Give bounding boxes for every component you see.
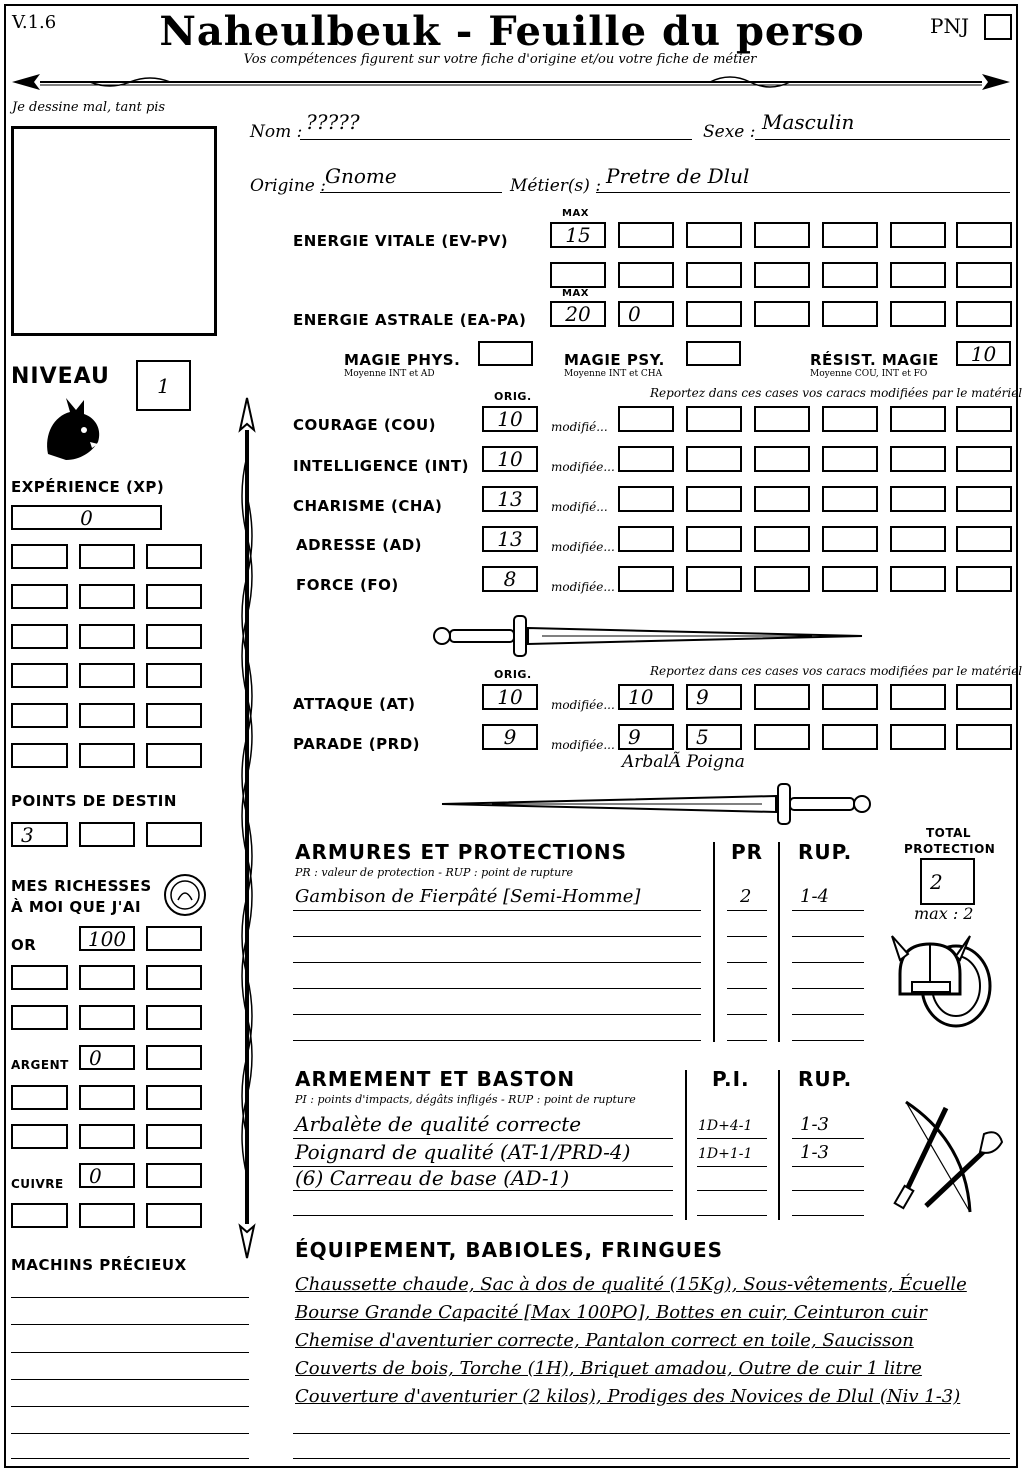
ea-box[interactable] <box>686 301 742 327</box>
xp-grid-box[interactable] <box>146 663 202 688</box>
armures-col-pr: PR <box>731 840 764 864</box>
arme-line <box>293 1138 673 1139</box>
carac-modif-box[interactable] <box>956 566 1012 592</box>
carac-modif-box[interactable] <box>754 486 810 512</box>
cuivre-label: CUIVRE <box>11 1177 64 1191</box>
total-protection-value: 2 <box>930 869 943 894</box>
arme-line <box>792 1190 864 1191</box>
resist-magie-sub: Moyenne COU, INT et FO <box>810 369 928 379</box>
ea-max-value: 20 <box>565 302 591 326</box>
carac-modif-box[interactable] <box>822 526 878 552</box>
carac-modif-box[interactable] <box>618 406 674 432</box>
attaque-modif-box[interactable] <box>618 684 674 710</box>
sword-icon <box>432 614 872 658</box>
total-protection-box[interactable] <box>920 858 975 905</box>
carac-modif-box[interactable] <box>754 446 810 472</box>
equipement-line[interactable]: Chemise d'aventurier correcte, Pantalon correct en toile, Saucisson <box>295 1330 914 1351</box>
carac-modif-box[interactable] <box>822 486 878 512</box>
metier-label: Métier(s) : <box>510 176 602 196</box>
armement-divider <box>778 1070 780 1220</box>
portrait-caption: Je dessine mal, tant pis <box>12 100 166 115</box>
arme-line <box>792 1215 864 1216</box>
armement-col-rup: RUP. <box>798 1067 853 1091</box>
ev-box[interactable] <box>550 222 606 248</box>
argent-box[interactable] <box>79 1045 135 1070</box>
carac-modif-box[interactable] <box>754 406 810 432</box>
armure-line <box>293 936 701 937</box>
ea-box[interactable] <box>890 301 946 327</box>
armure-name[interactable]: Gambison de Fierpâté [Semi-Homme] <box>295 886 641 907</box>
armure-line <box>293 1040 701 1041</box>
carac-modif-label: modifié... <box>551 500 608 514</box>
carac-modif-box[interactable] <box>890 446 946 472</box>
carac-orig-box[interactable] <box>482 566 538 592</box>
carac-orig-value: 13 <box>497 527 523 551</box>
cuivre-box[interactable] <box>146 1203 202 1228</box>
armement-subtitle: PI : points d'impacts, dégâts infligés - RUP : point de rupture <box>295 1093 636 1106</box>
crossed-weapons-icon <box>886 1094 1008 1216</box>
sexe-label: Sexe : <box>703 122 756 142</box>
xp-grid-box[interactable] <box>79 703 135 728</box>
argent-box[interactable] <box>11 1085 68 1110</box>
argent-label: ARGENT <box>11 1058 69 1072</box>
parade-modif-value: 5 <box>696 725 709 749</box>
carac-orig-box[interactable] <box>482 526 538 552</box>
armure-line <box>792 988 864 989</box>
armure-line <box>727 988 767 989</box>
sexe-line <box>755 139 1010 140</box>
carac-modif-box[interactable] <box>890 566 946 592</box>
cuivre-value: 0 <box>89 1163 102 1188</box>
carac-modif-label: modifiée... <box>551 460 615 474</box>
magie-phys-sub: Moyenne INT et AD <box>344 369 435 379</box>
spear-divider-icon <box>10 68 1012 96</box>
arme-line <box>792 1166 864 1167</box>
carac-orig-box[interactable] <box>482 446 538 472</box>
or-box[interactable] <box>79 926 135 951</box>
or-box[interactable] <box>11 1005 68 1030</box>
xp-label: EXPÉRIENCE (XP) <box>11 478 165 496</box>
metier-line <box>596 192 1010 193</box>
carac-modif-box[interactable] <box>890 406 946 432</box>
attaque-modif-box[interactable] <box>686 684 742 710</box>
richesses-label: MES RICHESSES <box>11 877 152 895</box>
total-protection-label: TOTAL <box>926 826 972 840</box>
ea-box[interactable] <box>822 301 878 327</box>
machins-line <box>11 1406 249 1407</box>
dragon-icon <box>40 394 106 464</box>
arme-line <box>697 1138 767 1139</box>
sheet-subtitle: Vos compétences figurent sur votre fiche d'origine et/ou votre fiche de métier <box>243 52 757 67</box>
carac-modif-label: modifiée... <box>551 580 615 594</box>
resist-magie-value: 10 <box>970 341 997 366</box>
attaque-modif-label: modifiée... <box>551 698 615 712</box>
argent-value: 0 <box>89 1045 102 1070</box>
equipement-line[interactable]: Couverts de bois, Torche (1H), Briquet amadou, Outre de cuir 1 litre <box>295 1358 922 1379</box>
combat-orig-label: ORIG. <box>494 668 532 681</box>
coin-icon <box>162 872 208 918</box>
carac-modif-box[interactable] <box>822 406 878 432</box>
helmet-shield-icon <box>890 930 998 1034</box>
carac-orig-value: 8 <box>503 567 517 591</box>
argent-box[interactable] <box>146 1124 202 1149</box>
xp-grid-box[interactable] <box>79 743 135 768</box>
carac-modif-box[interactable] <box>686 406 742 432</box>
parade-orig-value: 9 <box>503 725 517 749</box>
total-protection-label: PROTECTION <box>904 842 996 856</box>
ev-box[interactable] <box>686 222 742 248</box>
armure-line <box>727 936 767 937</box>
machins-line <box>11 1433 249 1434</box>
carac-modif-box[interactable] <box>956 526 1012 552</box>
carac-note: Reportez dans ces cases vos caracs modifiées par le matériel <box>650 386 1023 400</box>
resist-magie-box[interactable] <box>956 341 1011 366</box>
attaque-orig-value: 10 <box>497 685 523 709</box>
nom-line <box>300 139 692 140</box>
ev-box[interactable] <box>956 262 1012 288</box>
carac-modif-box[interactable] <box>890 486 946 512</box>
destin-box[interactable] <box>79 822 135 847</box>
carac-modif-box[interactable] <box>822 446 878 472</box>
cuivre-box[interactable] <box>79 1163 135 1188</box>
ev-box[interactable] <box>956 222 1012 248</box>
or-box[interactable] <box>11 965 68 990</box>
richesses-label: À MOI QUE J'AI <box>11 898 142 916</box>
carac-modif-box[interactable] <box>956 446 1012 472</box>
attaque-modif-box[interactable] <box>754 684 810 710</box>
ev-box[interactable] <box>686 262 742 288</box>
weapons-note: ArbalÃ Poigna <box>622 752 745 772</box>
carac-label: CHARISME (CHA) <box>293 497 443 515</box>
carac-modif-box[interactable] <box>754 526 810 552</box>
carac-modif-box[interactable] <box>890 526 946 552</box>
equipement-line[interactable]: Couverture d'aventurier (2 kilos), Prodiges des Novices de Dlul (Niv 1-3) <box>295 1386 961 1407</box>
armure-line <box>792 962 864 963</box>
ev-max-label: MAX <box>562 208 589 219</box>
magie-phys-label: MAGIE PHYS. <box>344 351 461 369</box>
armure-rup[interactable]: 1-4 <box>800 886 829 907</box>
carac-modif-box[interactable] <box>618 446 674 472</box>
carac-modif-box[interactable] <box>686 566 742 592</box>
carac-modif-box[interactable] <box>686 526 742 552</box>
carac-modif-box[interactable] <box>754 566 810 592</box>
carac-orig-box[interactable] <box>482 406 538 432</box>
attaque-modif-value: 9 <box>696 685 709 709</box>
carac-orig-value: 10 <box>497 407 523 431</box>
argent-box[interactable] <box>146 1085 202 1110</box>
resist-magie-label: RÉSIST. MAGIE <box>810 351 940 369</box>
xp-grid-box[interactable] <box>146 624 202 649</box>
ev-box[interactable] <box>618 262 674 288</box>
armure-line <box>727 1040 767 1041</box>
armures-title: ARMURES ET PROTECTIONS <box>295 840 627 864</box>
armement-divider <box>685 1070 687 1220</box>
machins-line <box>11 1458 249 1459</box>
xp-value: 0 <box>80 505 93 530</box>
argent-box[interactable] <box>146 1045 202 1070</box>
carac-modif-box[interactable] <box>956 406 1012 432</box>
armures-divider <box>713 842 715 1042</box>
or-box[interactable] <box>146 926 202 951</box>
ea-box[interactable] <box>956 301 1012 327</box>
armure-line <box>792 936 864 937</box>
niveau-value: 1 <box>157 373 170 398</box>
arme-line <box>697 1166 767 1167</box>
carac-label: COURAGE (COU) <box>293 416 437 434</box>
argent-box[interactable] <box>79 1085 135 1110</box>
destin-box[interactable] <box>11 822 68 847</box>
xp-grid-box[interactable] <box>146 544 202 569</box>
ev-box[interactable] <box>550 262 606 288</box>
ev-box[interactable] <box>822 262 878 288</box>
magie-psy-sub: Moyenne INT et CHA <box>564 369 663 379</box>
nom-value[interactable]: ????? <box>306 110 360 134</box>
or-box[interactable] <box>79 965 135 990</box>
ev-label: ENERGIE VITALE (EV-PV) <box>293 232 509 250</box>
arme-name[interactable]: Arbalète de qualité correcte <box>295 1112 582 1136</box>
sheet-title: Naheulbeuk - Feuille du perso <box>159 8 865 55</box>
magie-psy-box[interactable] <box>686 341 741 366</box>
armure-line <box>792 1014 864 1015</box>
argent-box[interactable] <box>11 1124 68 1149</box>
parade-modif-box[interactable] <box>618 724 674 750</box>
arme-line <box>697 1215 767 1216</box>
xp-grid-box[interactable] <box>11 624 68 649</box>
machins-line <box>11 1324 249 1325</box>
xp-grid-box[interactable] <box>146 743 202 768</box>
carac-modif-box[interactable] <box>618 566 674 592</box>
or-box[interactable] <box>146 965 202 990</box>
magie-psy-label: MAGIE PSY. <box>564 351 665 369</box>
arme-rup[interactable]: 1-3 <box>800 1114 829 1135</box>
cuivre-box[interactable] <box>11 1203 68 1228</box>
equipement-title: ÉQUIPEMENT, BABIOLES, FRINGUES <box>295 1238 724 1262</box>
armures-divider <box>778 842 780 1042</box>
parade-modif-box[interactable] <box>890 724 946 750</box>
arme-line <box>697 1190 767 1191</box>
armure-line <box>727 1014 767 1015</box>
carac-orig-box[interactable] <box>482 486 538 512</box>
carac-label: FORCE (FO) <box>296 576 399 594</box>
carac-modif-label: modifié... <box>551 420 608 434</box>
origine-label: Origine : <box>250 176 326 196</box>
equipement-blank-line <box>293 1458 1010 1459</box>
parade-modif-box[interactable] <box>956 724 1012 750</box>
attaque-orig-box[interactable] <box>482 684 538 710</box>
ev-max-value: 15 <box>565 223 591 247</box>
ev-box[interactable] <box>822 222 878 248</box>
armure-line <box>727 910 767 911</box>
arme-line <box>293 1190 673 1191</box>
carac-modif-box[interactable] <box>686 446 742 472</box>
ea-current-value: 0 <box>628 302 641 326</box>
pnj-label: PNJ <box>930 14 969 38</box>
xp-grid-box[interactable] <box>79 663 135 688</box>
destin-label: POINTS DE DESTIN <box>11 792 177 810</box>
armure-line <box>293 1014 701 1015</box>
total-protection-max: max : 2 <box>914 904 974 923</box>
arme-line <box>293 1215 673 1216</box>
xp-grid-box[interactable] <box>11 663 68 688</box>
arme-pi[interactable]: 1D+1-1 <box>698 1146 753 1162</box>
arme-pi[interactable]: 1D+4-1 <box>698 1118 753 1134</box>
parade-modif-label: modifiée... <box>551 738 615 752</box>
ea-box[interactable] <box>754 301 810 327</box>
xp-grid-box[interactable] <box>146 584 202 609</box>
parade-modif-box[interactable] <box>686 724 742 750</box>
xp-grid-box[interactable] <box>79 624 135 649</box>
sexe-value[interactable]: Masculin <box>762 110 855 134</box>
carac-modif-box[interactable] <box>618 526 674 552</box>
ea-box[interactable] <box>550 301 606 327</box>
destin-value: 3 <box>21 822 34 847</box>
or-value: 100 <box>87 926 127 951</box>
ev-box[interactable] <box>754 222 810 248</box>
pnj-checkbox[interactable] <box>984 14 1012 40</box>
armures-col-rup: RUP. <box>798 840 853 864</box>
carac-orig-value: 13 <box>497 487 523 511</box>
xp-grid-box[interactable] <box>79 584 135 609</box>
armure-line <box>727 962 767 963</box>
ea-box[interactable] <box>618 301 674 327</box>
niveau-box[interactable] <box>136 360 191 411</box>
carac-orig-value: 10 <box>497 447 523 471</box>
carac-modif-label: modifiée... <box>551 540 615 554</box>
carac-modif-box[interactable] <box>956 486 1012 512</box>
or-box[interactable] <box>146 1005 202 1030</box>
attaque-modif-box[interactable] <box>890 684 946 710</box>
arme-name[interactable]: (6) Carreau de base (AD-1) <box>295 1166 570 1190</box>
magie-psy-value <box>688 343 739 364</box>
armure-pr[interactable]: 2 <box>740 886 752 907</box>
attaque-modif-value: 10 <box>628 685 654 709</box>
xp-grid-box[interactable] <box>79 544 135 569</box>
carac-label: INTELLIGENCE (INT) <box>293 457 469 475</box>
armement-title: ARMEMENT ET BASTON <box>295 1067 576 1091</box>
or-label: OR <box>11 936 37 954</box>
cuivre-box[interactable] <box>146 1163 202 1188</box>
version-label: V.1.6 <box>12 12 57 33</box>
machins-line <box>11 1352 249 1353</box>
niveau-label: NIVEAU <box>11 364 110 389</box>
vertical-spear-icon <box>232 396 262 1260</box>
ev-box[interactable] <box>890 262 946 288</box>
machins-line <box>11 1379 249 1380</box>
xp-grid-box[interactable] <box>146 703 202 728</box>
orig-label: ORIG. <box>494 390 532 403</box>
carac-modif-box[interactable] <box>618 486 674 512</box>
or-box[interactable] <box>79 1005 135 1030</box>
ev-box[interactable] <box>890 222 946 248</box>
equipement-line[interactable]: Bourse Grande Capacité [Max 100PO], Bottes en cuir, Ceinturon cuir <box>295 1302 928 1323</box>
equipement-line[interactable]: Chaussette chaude, Sac à dos de qualité (15Kg), Sous-vêtements, Écuelle <box>295 1274 967 1295</box>
parade-label: PARADE (PRD) <box>293 735 421 753</box>
sword-icon <box>432 782 872 826</box>
carac-modif-box[interactable] <box>686 486 742 512</box>
origine-line <box>320 192 502 193</box>
destin-box[interactable] <box>146 822 202 847</box>
ev-box[interactable] <box>754 262 810 288</box>
armure-line <box>792 1040 864 1041</box>
ea-max-label: MAX <box>562 288 589 299</box>
xp-grid-box[interactable] <box>11 544 68 569</box>
armure-line <box>293 910 701 911</box>
combat-note: Reportez dans ces cases vos caracs modifiées par le matériel <box>650 664 1023 678</box>
cuivre-box[interactable] <box>79 1203 135 1228</box>
ev-box[interactable] <box>618 222 674 248</box>
xp-box[interactable] <box>11 505 162 530</box>
parade-modif-box[interactable] <box>754 724 810 750</box>
xp-grid-box[interactable] <box>11 584 68 609</box>
carac-label: ADRESSE (AD) <box>296 536 423 554</box>
magie-phys-box[interactable] <box>478 341 533 366</box>
parade-modif-box[interactable] <box>822 724 878 750</box>
attaque-modif-box[interactable] <box>822 684 878 710</box>
parade-orig-box[interactable] <box>482 724 538 750</box>
machins-label: MACHINS PRÉCIEUX <box>11 1256 187 1274</box>
xp-grid-box[interactable] <box>11 703 68 728</box>
attaque-label: ATTAQUE (AT) <box>293 695 416 713</box>
armement-col-pi: P.I. <box>712 1067 750 1091</box>
attaque-modif-box[interactable] <box>956 684 1012 710</box>
parade-modif-value: 9 <box>628 725 641 749</box>
origine-value[interactable]: Gnome <box>325 164 397 188</box>
arme-line <box>792 1138 864 1139</box>
armure-line <box>293 962 701 963</box>
magie-phys-value <box>480 343 531 364</box>
arme-name[interactable]: Poignard de qualité (AT-1/PRD-4) <box>295 1140 631 1164</box>
argent-box[interactable] <box>79 1124 135 1149</box>
arme-rup[interactable]: 1-3 <box>800 1142 829 1163</box>
portrait-box[interactable] <box>11 126 217 336</box>
carac-modif-box[interactable] <box>822 566 878 592</box>
ea-label: ENERGIE ASTRALE (EA-PA) <box>293 311 527 329</box>
armures-subtitle: PR : valeur de protection - RUP : point de rupture <box>295 866 573 879</box>
armure-line <box>293 988 701 989</box>
machins-line <box>11 1297 249 1298</box>
metier-value[interactable]: Pretre de Dlul <box>606 164 750 188</box>
nom-label: Nom : <box>250 122 303 142</box>
xp-grid-box[interactable] <box>11 743 68 768</box>
equipement-blank-line <box>293 1433 1010 1434</box>
armure-line <box>792 910 864 911</box>
